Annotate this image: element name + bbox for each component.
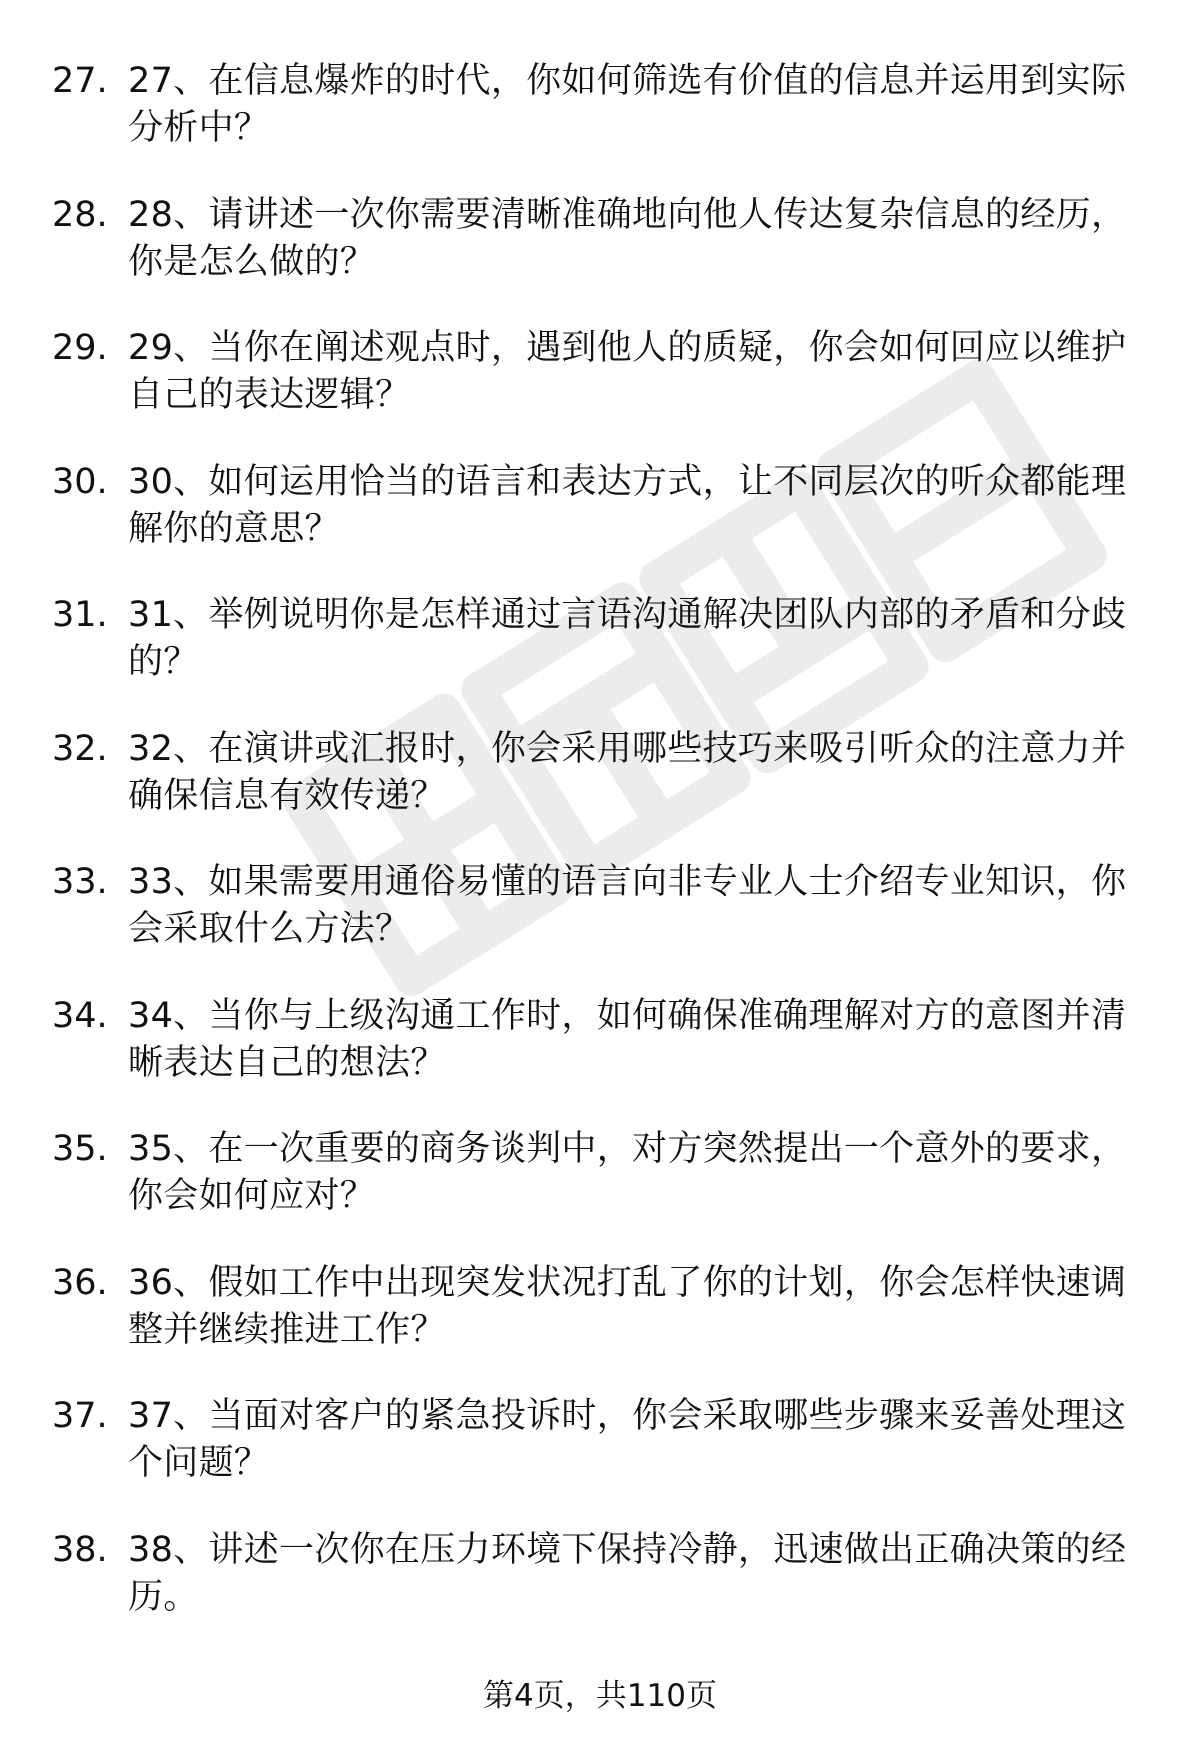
question-text: 33、如果需要用通俗易懂的语言向非专业人士介绍专业知识，你会采取什么方法？ [128, 862, 1127, 949]
question-number: 33. [52, 862, 108, 902]
question-item [0, 325, 1200, 459]
question-number: 35. [52, 1129, 108, 1169]
question-number: 29. [52, 328, 108, 368]
question-text: 27、在信息爆炸的时代，你如何筛选有价值的信息并运用到实际分析中？ [128, 61, 1127, 148]
question-text: 34、当你与上级沟通工作时，如何确保准确理解对方的意图并清晰表达自己的想法？ [128, 995, 1127, 1083]
question-item [0, 726, 1200, 860]
question-item [0, 1393, 1200, 1527]
question-text: 31、举例说明你是怎样通过言语沟通解决团队内部的矛盾和分歧的？ [128, 595, 1127, 682]
question-text: 38、讲述一次你在压力环境下保持冷静，迅速做出正确决策的经历。 [128, 1529, 1127, 1617]
question-number: 37. [52, 1396, 108, 1436]
page-footer: 第4页，共110页 [483, 1678, 717, 1714]
question-item [0, 993, 1200, 1127]
question-item [0, 192, 1200, 326]
question-text: 29、当你在阐述观点时，遇到他人的质疑，你会如何回应以维护自己的表达逻辑？ [128, 328, 1127, 415]
question-number: 30. [52, 461, 108, 502]
question-item [0, 1126, 1200, 1260]
question-item [0, 1527, 1200, 1661]
question-item [0, 459, 1200, 593]
question-item [0, 859, 1200, 993]
question-number: 36. [52, 1262, 108, 1303]
question-text: 37、当面对客户的紧急投诉时，你会采取哪些步骤来妥善处理这个问题？ [128, 1396, 1127, 1483]
question-item [0, 592, 1200, 726]
question-item [0, 58, 1200, 192]
question-number: 32. [52, 728, 108, 769]
question-text: 36、假如工作中出现突发状况打乱了你的计划，你会怎样快速调整并继续推进工作？ [128, 1262, 1127, 1350]
question-number: 34. [52, 995, 108, 1036]
question-number: 27. [52, 61, 108, 101]
question-text: 28、请讲述一次你需要清晰准确地向他人传达复杂信息的经历，你是怎么做的？ [128, 194, 1127, 282]
question-text: 32、在演讲或汇报时，你会采用哪些技巧来吸引听众的注意力并确保信息有效传递？ [128, 728, 1127, 816]
question-list [0, 58, 1200, 1660]
question-number: 31. [52, 595, 108, 635]
question-text: 30、如何运用恰当的语言和表达方式，让不同层次的听众都能理解你的意思？ [128, 461, 1127, 549]
question-item [0, 1260, 1200, 1394]
question-number: 38. [52, 1529, 108, 1570]
question-number: 28. [52, 194, 108, 235]
question-text: 35、在一次重要的商务谈判中，对方突然提出一个意外的要求，你会如何应对？ [128, 1129, 1127, 1216]
